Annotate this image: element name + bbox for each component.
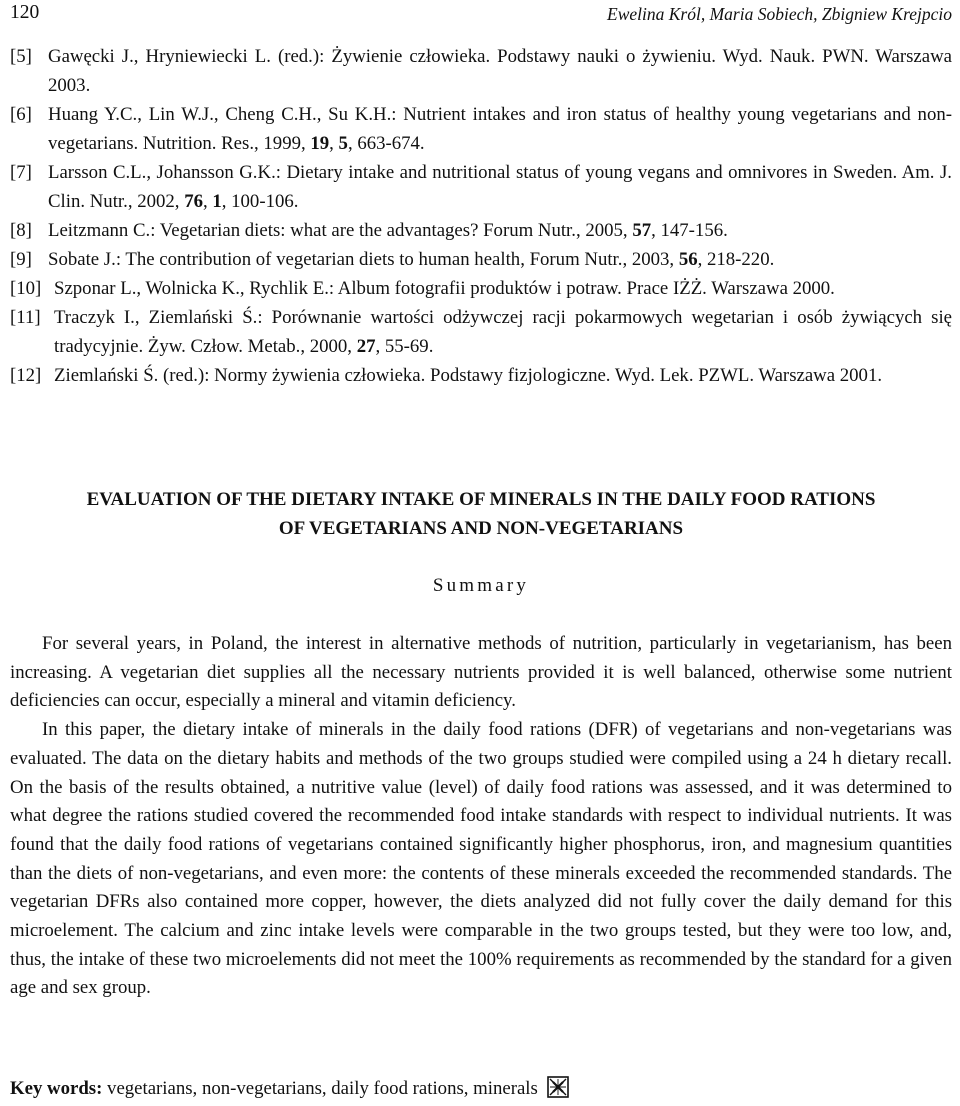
reference-item	[10, 158, 952, 216]
keywords-label: Key words:	[10, 1078, 103, 1099]
reference-pages: , 663-674.	[347, 133, 425, 154]
reference-issue: 5	[338, 133, 348, 154]
reference-separator: ,	[329, 133, 339, 154]
reference-text: Huang Y.C., Lin W.J., Cheng C.H., Su K.H.: Nutrient intakes and iron status of healthy young vegetarians and non-vegetarians. Nutrition. Res., 1999,	[48, 104, 952, 154]
reference-volume: 57	[632, 220, 652, 241]
article-title	[10, 485, 952, 543]
reference-volume: 27	[356, 336, 376, 357]
article-title-line: OF VEGETARIANS AND NON-VEGETARIANS	[278, 518, 684, 539]
reference-list	[10, 42, 952, 390]
reference-number: [9]	[10, 249, 32, 270]
reference-pages: , 218-220.	[697, 249, 775, 270]
reference-item	[10, 245, 952, 274]
reference-text: Larsson C.L., Johansson G.K.: Dietary intake and nutritional status of young vegans and omnivores in Sweden. Am. J. Clin. Nutr., 2002,	[48, 162, 952, 212]
keywords-line	[10, 1076, 952, 1102]
keywords-text: vegetarians, non-vegetarians, daily food rations, minerals	[107, 1078, 538, 1099]
reference-number: [7]	[10, 162, 32, 183]
reference-pages: , 55-69.	[375, 336, 434, 357]
reference-item	[10, 216, 952, 245]
reference-item	[10, 361, 952, 390]
reference-text: Leitzmann C.: Vegetarian diets: what are the advantages? Forum Nutr., 2005,	[48, 220, 633, 241]
page-number: 120	[10, 2, 40, 23]
reference-volume: 19	[310, 133, 330, 154]
reference-volume: 56	[678, 249, 698, 270]
reference-number: [11]	[10, 307, 41, 328]
reference-item	[10, 100, 952, 158]
summary-paragraph: In this paper, the dietary intake of minerals in the daily food rations (DFR) of vegetarians and non-vegetarians was evaluated. The data on the dietary habits and methods of the two groups studied were compiled using a 24 h dietary recall. On the basis of the results obtained, a nutritive value (level) of daily food rations was assessed, and it was determined to what degree the rations studied covered the recommended food intake standards with respect to individual nutrients. It was found that the daily food rations of vegetarians contained significantly higher phosphorus, iron, and magnesium quantities than the diets of non-vegetarians, and even more: the contents of these minerals exceeded the recommended standards. The vegetarian DFRs also contained more copper, however, the diets analyzed did not fully cover the daily demand for this microelement. The calcium and zinc intake levels were comparable in the two groups tested, but they were too low, and, thus, the intake of these two microelements did not meet the 100% requirements as recommended by the standard for a given age and sex group.	[10, 719, 952, 999]
reference-pages: , 100-106.	[221, 191, 299, 212]
reference-number: [12]	[10, 365, 42, 386]
reference-item	[10, 42, 952, 100]
reference-separator: ,	[202, 191, 213, 212]
reference-item	[10, 303, 952, 361]
running-head: Ewelina Król, Maria Sobiech, Zbigniew Krejpcio	[607, 4, 952, 24]
reference-number: [8]	[10, 220, 32, 241]
summary-heading: Summary	[432, 575, 530, 596]
article-title-line: EVALUATION OF THE DIETARY INTAKE OF MINERALS IN THE DAILY FOOD RATIONS	[86, 489, 876, 510]
reference-text: Sobate J.: The contribution of vegetarian diets to human health, Forum Nutr., 2003,	[48, 249, 679, 270]
reference-number: [5]	[10, 46, 32, 67]
page-header	[10, 2, 952, 28]
reference-number: [10]	[10, 278, 42, 299]
reference-text: Szponar L., Wolnicka K., Rychlik E.: Album fotografii produktów i potraw. Prace IŻŻ. Warszawa 2000.	[54, 278, 835, 299]
reference-number: [6]	[10, 104, 32, 125]
reference-volume: 76	[184, 191, 203, 212]
reference-issue: 1	[212, 191, 222, 212]
end-of-article-icon	[547, 1076, 569, 1098]
reference-text: Traczyk I., Ziemlański Ś.: Porównanie wartości odżywczej racji pokarmowych wegetarian i osób żywiących się tradycyjnie. Żyw. Człow. Metab., 2000,	[54, 307, 952, 357]
summary-body	[10, 630, 952, 1003]
reference-text: Ziemlański Ś. (red.): Normy żywienia człowieka. Podstawy fizjologiczne. Wyd. Lek. PZWL. Warszawa 2001.	[54, 365, 883, 386]
reference-text: Gawęcki J., Hryniewiecki L. (red.): Żywienie człowieka. Podstawy nauki o żywieniu. Wyd. Nauk. PWN. Warszawa 2003.	[48, 46, 952, 96]
reference-pages: , 147-156.	[651, 220, 728, 241]
reference-item	[10, 274, 952, 303]
summary-paragraph: For several years, in Poland, the interest in alternative methods of nutrition, particularly in vegetarianism, has been increasing. A vegetarian diet supplies all the necessary nutrients provided it is well balanced, otherwise some nutrient deficiencies can occur, especially a mineral and vitamin deficiency.	[10, 633, 952, 712]
